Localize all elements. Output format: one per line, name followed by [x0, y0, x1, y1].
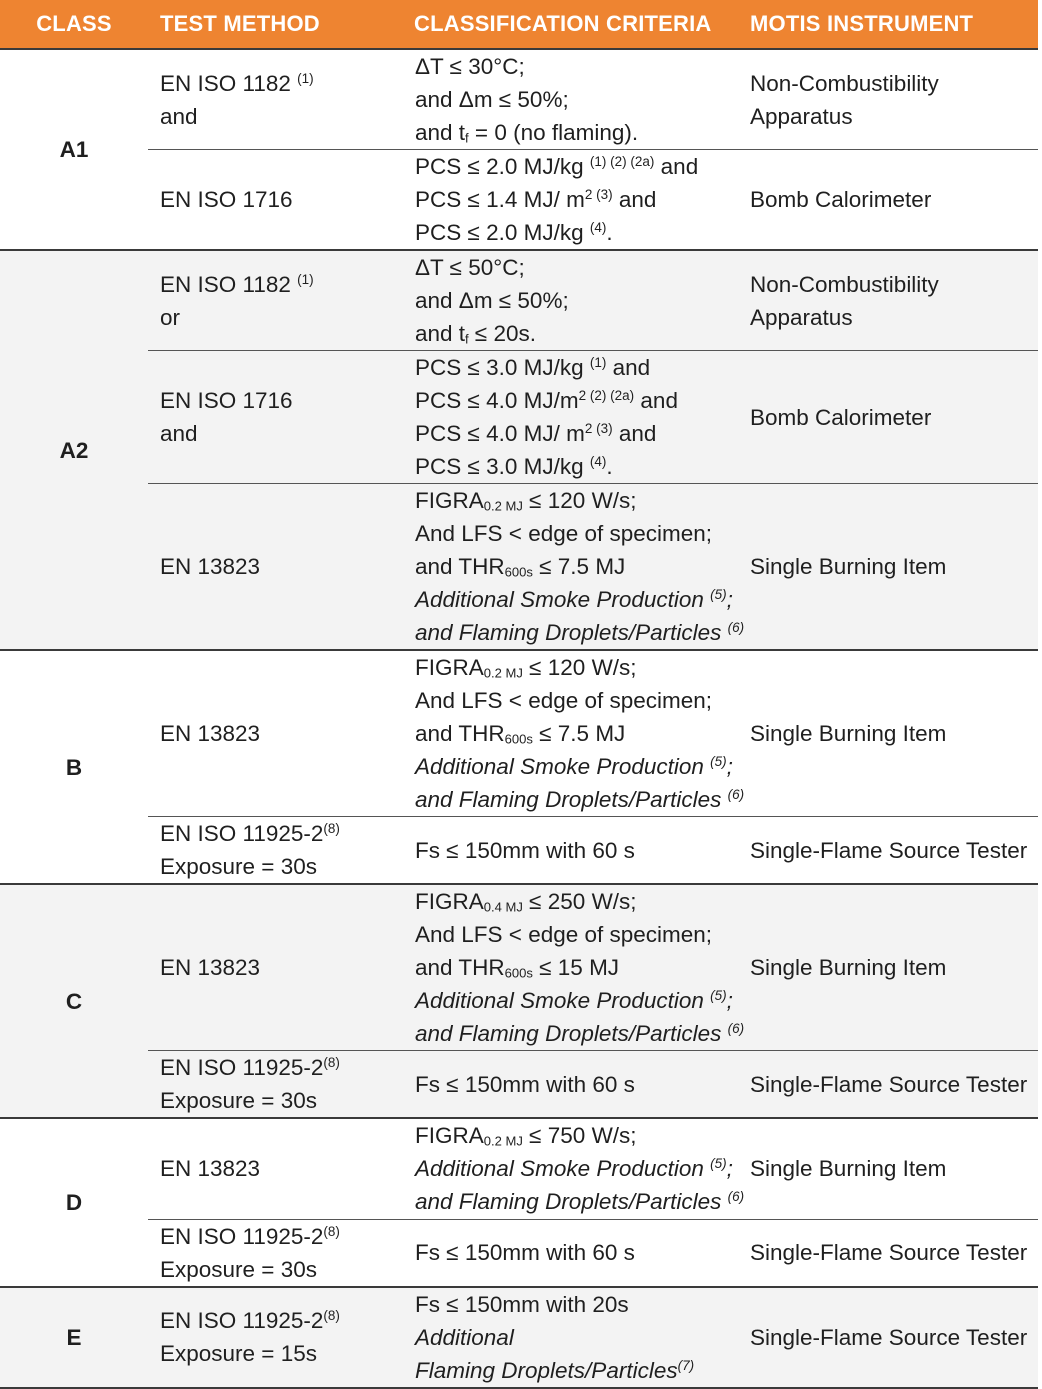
test-method-line [160, 1084, 402, 1117]
table-body [0, 49, 1038, 1387]
criteria-line [415, 1321, 738, 1354]
footnote-ref: (5) [710, 586, 727, 602]
test-method-text: or [160, 304, 181, 330]
test-method-text: EN 13823 [160, 1156, 261, 1182]
criteria-line [415, 834, 738, 867]
table-row [0, 650, 1038, 817]
criteria-line [415, 450, 738, 483]
header-class: CLASS [0, 0, 148, 49]
test-method-line [160, 1304, 402, 1337]
subscript: f [465, 130, 469, 146]
subscript: 0.2 MJ [483, 1133, 523, 1149]
instrument-cell [738, 351, 1038, 484]
criteria-line [415, 651, 738, 684]
test-method-cell [148, 884, 402, 1051]
criteria-line [415, 384, 738, 417]
criteria-line [415, 83, 738, 116]
criteria-text: PCS ≤ 1.4 MJ/ m [415, 187, 585, 212]
criteria-text: Fs ≤ 150mm with 60 s [415, 1071, 635, 1097]
instrument-line: Apparatus [750, 103, 853, 129]
test-method-cell [148, 49, 402, 150]
header-test-method: TEST METHOD [148, 0, 402, 49]
criteria-line [415, 484, 738, 517]
footnote-ref: (1) [589, 354, 607, 370]
criteria-text: and THR [415, 554, 505, 579]
criteria-line [415, 351, 738, 384]
footnote-ref: (7) [677, 1357, 695, 1373]
instrument-cell [738, 1287, 1038, 1387]
instrument-line: Single-Flame Source Tester [750, 1240, 1028, 1265]
criteria-text: ≤ 250 W/s; [522, 889, 637, 914]
class-cell: A1 [0, 49, 148, 250]
header-motis-instrument: MOTIS INSTRUMENT [738, 0, 1038, 49]
footnote-ref: 2 (3) [584, 420, 613, 436]
test-method-line [160, 951, 402, 984]
criteria-text: and t [415, 321, 466, 346]
criteria-line [415, 951, 738, 984]
footnote-ref: (5) [710, 987, 727, 1003]
table-row [0, 49, 1038, 150]
instrument-line: Single Burning Item [750, 1156, 947, 1182]
instrument-line: Single-Flame Source Tester [750, 1324, 1028, 1350]
class-cell: A2 [0, 250, 148, 650]
footnote-ref: 2 (2) (2a) [578, 387, 635, 403]
test-method-line [160, 817, 402, 850]
subscript: 600s [504, 564, 533, 580]
table-row [0, 1051, 1038, 1119]
footnote-ref: (8) [323, 820, 340, 836]
criteria-line [415, 150, 738, 183]
instrument-line: Single Burning Item [750, 721, 947, 746]
criteria-line [415, 583, 738, 616]
test-method-line [160, 550, 402, 583]
instrument-line: Apparatus [750, 304, 853, 330]
test-method-cell [148, 817, 402, 885]
criteria-line [415, 1185, 745, 1218]
test-method-text: Exposure = 30s [160, 1256, 317, 1282]
criteria-line [415, 1288, 738, 1321]
instrument-line: Single-Flame Source Tester [750, 1071, 1028, 1097]
criteria-line [415, 717, 738, 750]
criteria-cell [402, 650, 745, 817]
test-method-line [160, 301, 402, 334]
criteria-italic-text: ; [726, 988, 733, 1013]
criteria-line [415, 550, 738, 583]
criteria-italic-text: ; [726, 587, 733, 612]
criteria-cell [402, 1287, 738, 1387]
test-method-text: EN ISO 11925-2 [160, 1223, 324, 1249]
test-method-text: EN ISO 11925-2 [160, 1308, 324, 1333]
test-method-line [160, 100, 402, 133]
criteria-italic-text: Flaming Droplets/Particles [415, 1357, 678, 1383]
table-row [0, 484, 1038, 651]
footnote-ref: 2 (3) [584, 186, 613, 202]
subscript: 0.2 MJ [483, 498, 523, 514]
criteria-line [415, 1236, 738, 1269]
footnote-ref: (1) (2) (2a) [589, 153, 655, 169]
criteria-cell [402, 817, 738, 885]
test-method-text: Exposure = 30s [160, 854, 317, 879]
criteria-line [415, 684, 738, 717]
test-method-line [160, 417, 402, 450]
instrument-line: Bomb Calorimeter [750, 187, 932, 212]
test-method-cell [148, 1118, 402, 1219]
criteria-text: ≤ 120 W/s; [522, 655, 637, 680]
test-method-text: Exposure = 30s [160, 1088, 317, 1113]
table-row [0, 1118, 1038, 1219]
test-method-line [160, 1337, 402, 1370]
test-method-text: EN 13823 [160, 955, 261, 980]
criteria-text: ≤ 120 W/s; [522, 488, 637, 513]
subscript: 600s [504, 731, 533, 747]
criteria-line [415, 918, 738, 951]
header-classification-criteria: CLASSIFICATION CRITERIA [402, 0, 738, 49]
criteria-cell [402, 1219, 738, 1287]
instrument-cell [738, 1219, 1038, 1287]
criteria-line [415, 1152, 738, 1185]
footnote-ref: (8) [323, 1223, 340, 1239]
criteria-line [415, 317, 738, 350]
criteria-text: Fs ≤ 150mm with 60 s [415, 1240, 635, 1265]
test-method-text: EN 13823 [160, 721, 261, 746]
criteria-text: . [606, 454, 613, 479]
criteria-line [415, 50, 738, 83]
criteria-line [415, 1068, 738, 1101]
instrument-line: Single Burning Item [750, 554, 947, 579]
criteria-line [415, 251, 738, 284]
test-method-cell [148, 1219, 402, 1287]
criteria-text: and t [415, 120, 466, 145]
instrument-cell [738, 817, 1038, 885]
test-method-cell [148, 1287, 402, 1387]
criteria-text: and Δm ≤ 50%; [415, 87, 569, 112]
test-method-line [160, 1220, 402, 1253]
instrument-line: Single Burning Item [750, 955, 947, 980]
subscript: 600s [504, 965, 533, 981]
table-row [0, 250, 1038, 351]
test-method-line [160, 850, 402, 883]
criteria-line [415, 885, 738, 918]
footnote-ref: (5) [710, 753, 727, 769]
criteria-text: ΔT ≤ 30°C; [415, 54, 525, 79]
test-method-line [160, 384, 402, 417]
test-method-line [160, 1051, 402, 1084]
criteria-cell [402, 1051, 738, 1119]
criteria-italic-text: Additional Smoke Production [415, 1156, 711, 1182]
test-method-text: EN 13823 [160, 554, 261, 579]
criteria-text: ≤ 750 W/s; [522, 1123, 637, 1149]
instrument-cell [738, 1051, 1038, 1119]
test-method-text: EN ISO 1182 [160, 271, 298, 297]
criteria-cell [402, 351, 738, 484]
instrument-cell [738, 1118, 1038, 1219]
criteria-italic-text: Additional [415, 1324, 514, 1350]
criteria-text: ΔT ≤ 50°C; [415, 255, 525, 280]
instrument-cell [738, 650, 1038, 817]
criteria-text: = 0 (no flaming). [468, 120, 639, 145]
criteria-line [415, 1017, 745, 1050]
test-method-cell [148, 150, 402, 251]
instrument-cell [738, 884, 1038, 1051]
criteria-line [415, 984, 738, 1017]
footnote-ref: (1) [297, 271, 314, 287]
criteria-line [415, 517, 738, 550]
instrument-line: Bomb Calorimeter [750, 404, 932, 430]
criteria-cell [402, 884, 745, 1051]
criteria-italic-text: and Flaming Droplets/Particles [415, 620, 728, 645]
criteria-text: FIGRA [415, 889, 484, 914]
criteria-italic-text: and Flaming Droplets/Particles [415, 1021, 728, 1046]
footnote-ref: (8) [323, 1054, 340, 1070]
criteria-line [415, 616, 745, 649]
test-method-text: EN ISO 11925-2 [160, 821, 324, 846]
criteria-cell [402, 1118, 745, 1219]
criteria-text: ≤ 7.5 MJ [532, 554, 626, 579]
test-method-line [160, 717, 402, 750]
footnote-ref: (6) [727, 1189, 745, 1205]
criteria-italic-text: Additional Smoke Production [415, 988, 711, 1013]
criteria-text: ≤ 15 MJ [532, 955, 620, 980]
test-method-cell [148, 351, 402, 484]
criteria-text: ≤ 20s. [468, 321, 537, 346]
test-method-text: and [160, 103, 198, 129]
table-row [0, 884, 1038, 1051]
criteria-line [415, 1354, 738, 1387]
instrument-cell [738, 150, 1038, 251]
class-cell: E [0, 1287, 148, 1387]
table-row [0, 351, 1038, 484]
criteria-line [415, 1119, 738, 1152]
criteria-cell [402, 250, 738, 351]
criteria-text: . [606, 220, 613, 245]
footnote-ref: (8) [323, 1307, 340, 1323]
criteria-text: Fs ≤ 150mm with 20s [415, 1291, 629, 1317]
test-method-text: EN ISO 1716 [160, 388, 293, 413]
footnote-ref: (5) [710, 1156, 727, 1172]
table-row [0, 817, 1038, 885]
criteria-line [415, 183, 738, 216]
instrument-cell [738, 49, 1038, 150]
test-method-cell [148, 484, 402, 651]
test-method-text: and [160, 421, 198, 446]
criteria-text: PCS ≤ 2.0 MJ/kg [415, 154, 590, 179]
criteria-text: PCS ≤ 3.0 MJ/kg [415, 454, 590, 479]
subscript: 0.4 MJ [483, 899, 523, 915]
table-row [0, 1219, 1038, 1287]
criteria-text: And LFS < edge of specimen; [415, 922, 713, 947]
criteria-text: and THR [415, 721, 505, 746]
footnote-ref: (6) [727, 786, 745, 802]
test-method-text: EN ISO 11925-2 [160, 1055, 324, 1080]
criteria-line [415, 783, 745, 816]
instrument-cell [738, 250, 1038, 351]
table-row [0, 1287, 1038, 1387]
criteria-text: and [606, 355, 651, 380]
subscript: 0.2 MJ [483, 665, 523, 681]
criteria-text: and THR [415, 955, 505, 980]
test-method-cell [148, 250, 402, 351]
criteria-text: and [612, 187, 657, 212]
criteria-text: and [654, 154, 699, 179]
class-cell: B [0, 650, 148, 884]
footnote-ref: (4) [589, 453, 607, 469]
criteria-cell [402, 484, 745, 651]
test-method-line [160, 1152, 402, 1185]
instrument-cell [738, 484, 1038, 651]
criteria-line [415, 417, 738, 450]
criteria-italic-text: and Flaming Droplets/Particles [415, 787, 728, 812]
test-method-text: Exposure = 15s [160, 1341, 317, 1366]
criteria-text: FIGRA [415, 655, 484, 680]
footnote-ref: (6) [727, 619, 745, 635]
criteria-italic-text: Additional Smoke Production [415, 754, 711, 779]
criteria-italic-text: ; [726, 1156, 733, 1182]
footnote-ref: (6) [727, 1020, 745, 1036]
test-method-line [160, 67, 402, 100]
criteria-text: PCS ≤ 3.0 MJ/kg [415, 355, 590, 380]
criteria-cell [402, 150, 738, 251]
test-method-line [160, 1253, 402, 1286]
criteria-text: PCS ≤ 2.0 MJ/kg [415, 220, 590, 245]
criteria-cell [402, 49, 738, 150]
criteria-line [415, 750, 738, 783]
criteria-italic-text: ; [726, 754, 733, 779]
criteria-line [415, 216, 738, 249]
criteria-italic-text: and Flaming Droplets/Particles [415, 1189, 728, 1215]
test-method-text: EN ISO 1182 [160, 70, 298, 96]
test-method-text: EN ISO 1716 [160, 187, 293, 212]
criteria-text: and [634, 388, 678, 413]
class-cell: D [0, 1118, 148, 1287]
test-method-cell [148, 1051, 402, 1119]
table-bottom-rule [0, 1387, 1038, 1389]
header-row [0, 0, 1038, 49]
criteria-line [415, 284, 738, 317]
criteria-text: PCS ≤ 4.0 MJ/m [415, 388, 579, 413]
criteria-text: FIGRA [415, 488, 484, 513]
criteria-text: and [612, 421, 657, 446]
criteria-italic-text: Additional Smoke Production [415, 587, 711, 612]
test-method-line [160, 183, 402, 216]
criteria-text: And LFS < edge of specimen; [415, 521, 713, 546]
test-method-line [160, 268, 402, 301]
criteria-text: Fs ≤ 150mm with 60 s [415, 837, 635, 863]
criteria-text: and Δm ≤ 50%; [415, 288, 569, 313]
criteria-text: FIGRA [415, 1123, 484, 1149]
instrument-line: Non-Combustibility [750, 271, 939, 297]
table-row [0, 150, 1038, 251]
instrument-line: Non-Combustibility [750, 70, 939, 96]
criteria-text: PCS ≤ 4.0 MJ/ m [415, 421, 585, 446]
subscript: f [465, 331, 469, 347]
instrument-line: Single-Flame Source Tester [750, 837, 1028, 863]
footnote-ref: (4) [589, 219, 607, 235]
criteria-text: And LFS < edge of specimen; [415, 688, 713, 713]
test-method-cell [148, 650, 402, 817]
footnote-ref: (1) [297, 70, 314, 86]
criteria-line [415, 116, 738, 149]
class-cell: C [0, 884, 148, 1118]
criteria-text: ≤ 7.5 MJ [532, 721, 626, 746]
